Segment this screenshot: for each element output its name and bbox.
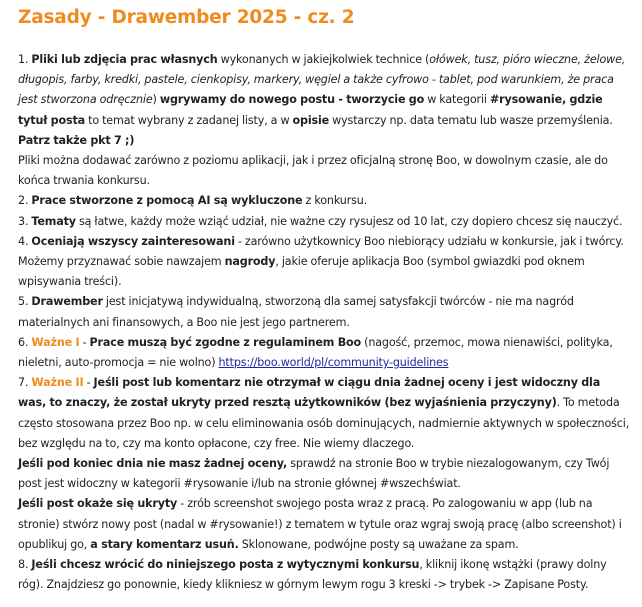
rule-1-extra: Pliki można dodawać zarówno z poziomu aplikacji, jak i przez oficjalną stronę Boo, w dowolnym czasie, ale do końca trwania konkursu. — [18, 154, 608, 188]
rule-3: 3. Tematy są łatwe, każdy może wziąć udział, nie ważne czy rysujesz od 10 lat, czy dopiero chcesz się nauczyć. — [18, 214, 623, 228]
rule-7-hidden: Jeśli post okaże się ukryty - zrób screenshot swojego posta wraz z pracą. Po zalogowaniu w app (lub na stronie) stwórz nowy post (nadal w #rysowanie!) z tematem w tytule oraz wgraj swoją pracę (albo screenshot) i opublikuj go, a stary komentarz usuń. Sklonowane, podwójne posty są uważane za spam. — [18, 497, 622, 551]
rule-7-check: Jeśli pod koniec dnia nie masz żadnej oceny, sprawdź na stronie Boo w trybie niezalogowanym, czy Twój post jest widoczny w kategorii #rysowanie i/lub na stronie głównej #wszechświat. — [18, 457, 610, 491]
rule-5: 5. Drawember jest inicjatywą indywidualną, stworzoną dla samej satysfakcji twórców - nie ma nagród materialnych ani finansowych, a Boo nie jest jego partnerem. — [18, 295, 574, 329]
page-title: Zasady - Drawember 2025 - cz. 2 — [18, 7, 355, 28]
rule-7: 7. Ważne II - Jeśli post lub komentarz nie otrzymał w ciągu dnia żadnej oceny i jest widoczny dla was, to znaczy, że został ukryty przed resztą użytkowników (bez wyjaśnienia przyczyny). To metoda często stosowana przez Boo np. w celu eliminowania osób dominujących, nadmiernie aktywnych w społeczności, bez względu na to, czy ma konto opłacone, czy free. Nie wiemy dlaczego. — [18, 376, 630, 450]
community-guidelines-link[interactable]: https://boo.world/pl/community-guidelines — [218, 356, 449, 370]
rule-1: 1. Pliki lub zdjęcia prac własnych wykonanych w jakiejkolwiek technice (ołówek, tusz, pióro wieczne, żelowe, długopis, farby, kredki, pastele, cienkopisy, markery, węgiel a także cyfrowo - tablet, pod warunkiem, że praca jest stworzona odręcznie) wgrywamy do nowego postu - tworzycie go w kategorii #rysowanie, gdzie tytuł posta to temat wybrany z zadanej listy, a w opisie wystarczy np. data tematu lub wasze przemyślenia. Patrz także pkt 7 ;) — [18, 53, 626, 147]
warning-label: Ważne I — [31, 335, 80, 349]
warning-label: Ważne II — [31, 376, 84, 390]
rule-6: 6. Ważne I - Prace muszą być zgodne z regulaminem Boo (nagość, przemoc, mowa nienawiści, polityka, nieletni, auto-promocja = nie wolno) https://boo.world/pl/community-guidelines — [18, 335, 613, 370]
rule-4: 4. Oceniają wszyscy zainteresowani - zarówno użytkownicy Boo niebiorący udziału w konkursie, jak i twórcy. Możemy przyznawać sobie nawzajem nagrody, jakie oferuje aplikacja Boo (symbol gwiazdki pod oknem wpisywania treści). — [18, 234, 624, 289]
rules-body — [18, 50, 630, 595]
rule-8: 8. Jeśli chcesz wrócić do niniejszego posta z wytycznymi konkursu, kliknij ikonę wstążki (prawy dolny róg). Znajdziesz go ponownie, kiedy klikniesz w górnym lewym rogu 3 kreski -> trybek -> Zapisane Posty. — [18, 558, 607, 592]
rule-2: 2. Prace stworzone z pomocą AI są wykluczone z konkursu. — [18, 194, 368, 208]
